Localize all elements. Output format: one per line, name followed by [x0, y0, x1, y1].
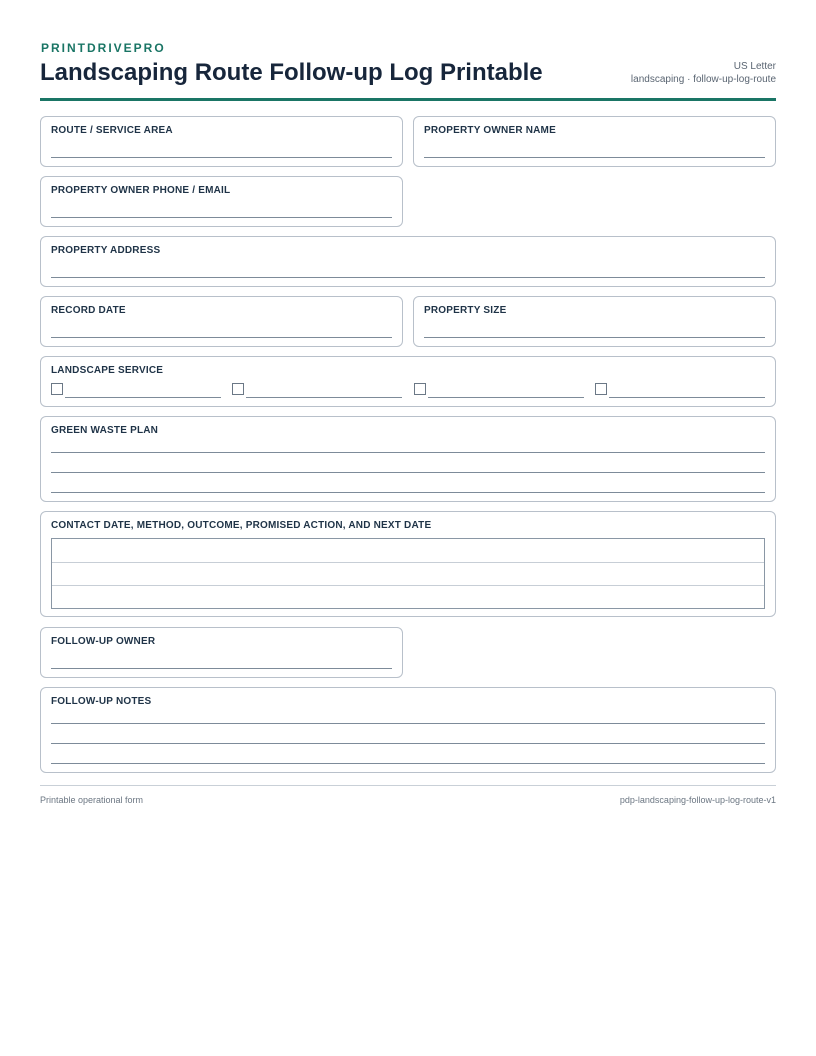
row-address — [40, 236, 776, 287]
checkbox[interactable] — [51, 383, 63, 395]
green-waste-label: GREEN WASTE PLAN — [51, 425, 159, 436]
table-row-divider — [52, 585, 764, 586]
owner-name-field[interactable] — [413, 116, 776, 167]
row-green-waste — [40, 416, 776, 502]
green-waste-field[interactable] — [40, 416, 776, 502]
row-contact-log — [40, 511, 776, 617]
brand-name: PRINTDRIVEPRO — [41, 41, 166, 55]
service-option-line[interactable] — [428, 397, 584, 398]
green-waste-line-1[interactable] — [51, 452, 765, 453]
address-label: PROPERTY ADDRESS — [51, 245, 161, 256]
owner-contact-write-line[interactable] — [51, 217, 392, 218]
followup-owner-label: FOLLOW-UP OWNER — [51, 636, 156, 647]
address-write-line[interactable] — [51, 277, 765, 278]
contact-log-table[interactable] — [51, 538, 765, 609]
footer-description: Printable operational form — [40, 795, 144, 805]
followup-owner-write-line[interactable] — [51, 668, 392, 669]
record-date-label: RECORD DATE — [51, 305, 126, 316]
row-followup-owner — [40, 627, 776, 678]
landscape-service-field — [40, 356, 776, 407]
contact-log-label: CONTACT DATE, METHOD, OUTCOME, PROMISED ACTION, AND NEXT DATE — [51, 520, 432, 531]
row-followup-notes — [40, 687, 776, 773]
form-category: landscaping · follow-up-log-route — [630, 74, 776, 85]
service-option-1[interactable] — [51, 383, 221, 399]
property-size-write-line[interactable] — [424, 337, 765, 338]
owner-contact-field[interactable] — [40, 176, 403, 227]
contact-log-field — [40, 511, 776, 617]
owner-contact-label: PROPERTY OWNER PHONE / EMAIL — [51, 185, 231, 196]
footer-form-id: pdp-landscaping-follow-up-log-route-v1 — [619, 795, 776, 805]
property-size-label: PROPERTY SIZE — [424, 305, 507, 316]
record-date-field[interactable] — [40, 296, 403, 347]
route-field[interactable] — [40, 116, 403, 167]
owner-name-write-line[interactable] — [424, 157, 765, 158]
service-option-3[interactable] — [414, 383, 584, 399]
record-date-write-line[interactable] — [51, 337, 392, 338]
form-header — [40, 40, 776, 101]
followup-notes-line-1[interactable] — [51, 723, 765, 724]
landscape-service-label: LANDSCAPE SERVICE — [51, 365, 164, 376]
followup-notes-line-3[interactable] — [51, 763, 765, 764]
followup-owner-field[interactable] — [40, 627, 403, 678]
service-option-line[interactable] — [65, 397, 221, 398]
property-size-field[interactable] — [413, 296, 776, 347]
service-option-2[interactable] — [232, 383, 402, 399]
followup-notes-field[interactable] — [40, 687, 776, 773]
followup-notes-label: FOLLOW-UP NOTES — [51, 696, 152, 707]
row-route-owner — [40, 116, 776, 167]
service-option-line[interactable] — [609, 397, 765, 398]
form-meta — [631, 60, 776, 86]
route-label: ROUTE / SERVICE AREA — [51, 125, 173, 136]
owner-name-label: PROPERTY OWNER NAME — [424, 125, 556, 136]
form-title: Landscaping Route Follow-up Log Printable — [40, 59, 543, 86]
table-row-divider — [52, 562, 764, 563]
checkbox[interactable] — [232, 383, 244, 395]
route-write-line[interactable] — [51, 157, 392, 158]
checkbox[interactable] — [414, 383, 426, 395]
form-page — [40, 40, 776, 707]
row-date-size — [40, 296, 776, 347]
followup-notes-line-2[interactable] — [51, 743, 765, 744]
row-landscape-service — [40, 356, 776, 407]
green-waste-line-2[interactable] — [51, 472, 765, 473]
paper-size: US Letter — [733, 61, 776, 72]
row-owner-contact — [40, 176, 776, 227]
green-waste-line-3[interactable] — [51, 492, 765, 493]
service-option-4[interactable] — [595, 383, 765, 399]
service-option-line[interactable] — [246, 397, 402, 398]
form-footer — [40, 785, 776, 805]
checkbox[interactable] — [595, 383, 607, 395]
address-field[interactable] — [40, 236, 776, 287]
